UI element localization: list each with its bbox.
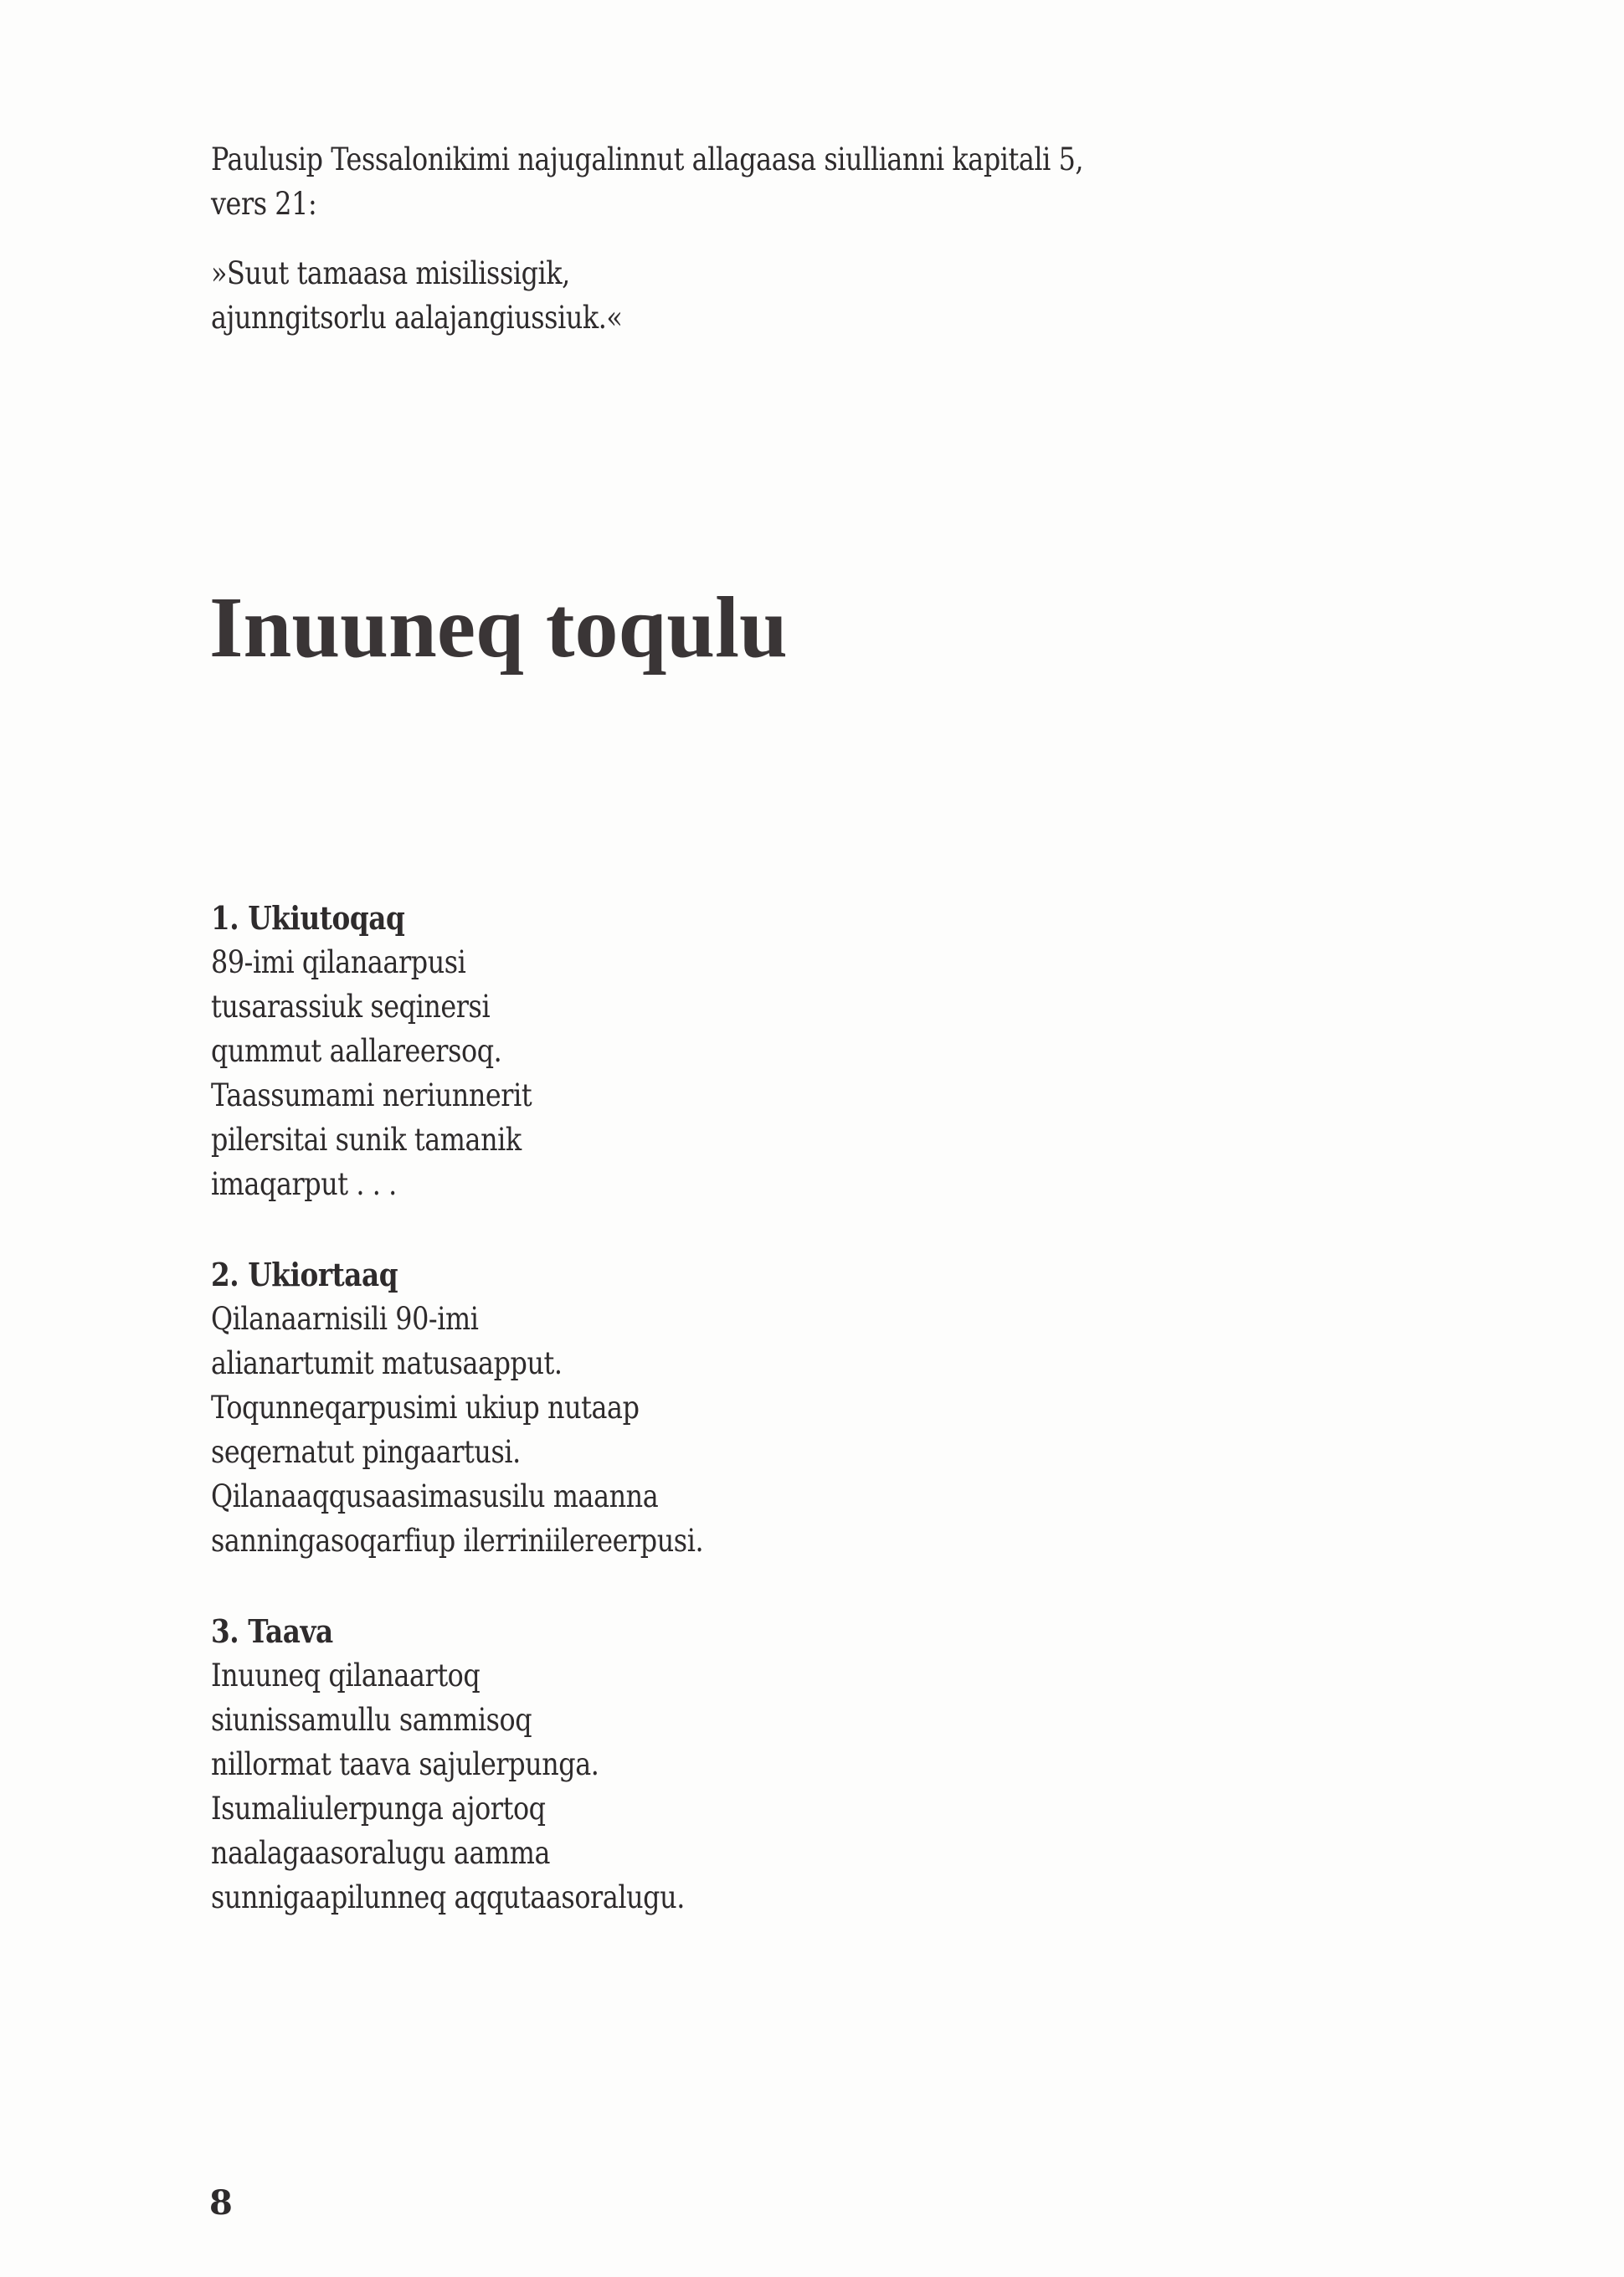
quote-line: ajunngitsorlu aalajangiussiuk.« bbox=[211, 300, 623, 336]
poem-line: 89-imi qilanaarpusi bbox=[211, 944, 466, 980]
page-number: 8 bbox=[209, 2183, 233, 2223]
intro-line: vers 21: bbox=[211, 186, 317, 222]
poem-line: Taassumami neriunnerit bbox=[211, 1077, 532, 1113]
scripture-quote bbox=[211, 251, 622, 340]
page-title: Inuuneq toqulu bbox=[209, 579, 788, 676]
poem-section-3 bbox=[211, 1609, 685, 1920]
poem-line: nillormat taava sajulerpunga. bbox=[211, 1746, 599, 1782]
poem-section-2 bbox=[211, 1252, 703, 1563]
poem-line: tusarassiuk seqinersi bbox=[211, 989, 491, 1025]
poem-line: imaqarput . . . bbox=[211, 1166, 397, 1202]
section-heading: 2. Ukiortaaq bbox=[211, 1256, 398, 1293]
quote-line: »Suut tamaasa misilissigik, bbox=[211, 255, 570, 291]
poem-line: qummut aallareersoq. bbox=[211, 1033, 502, 1069]
poem-line: alianartumit matusaapput. bbox=[211, 1345, 563, 1381]
poem-line: Inuuneq qilanaartoq bbox=[211, 1658, 481, 1694]
section-heading: 1. Ukiutoqaq bbox=[211, 899, 405, 937]
poem-line: siunissamullu sammisoq bbox=[211, 1702, 532, 1738]
poem-line: Qilanaarnisili 90-imi bbox=[211, 1301, 479, 1337]
poem-line: Toqunneqarpusimi ukiup nutaap bbox=[211, 1390, 640, 1426]
poem-line: sanningasoqarfiup ilerriniilereerpusi. bbox=[211, 1523, 704, 1559]
poem-line: naalagaasoralugu aamma bbox=[211, 1835, 551, 1871]
section-heading: 3. Taava bbox=[211, 1612, 333, 1650]
poem-section-1 bbox=[211, 896, 532, 1206]
poem-line: pilersitai sunik tamanik bbox=[211, 1122, 522, 1158]
poem-line: Qilanaaqqusaasimasusilu maanna bbox=[211, 1478, 659, 1514]
intro-line: Paulusip Tessalonikimi najugalinnut allagaasa siullianni kapitali 5, bbox=[211, 141, 1084, 177]
poem-line: Isumaliulerpunga ajortoq bbox=[211, 1791, 546, 1827]
intro-paragraph bbox=[211, 137, 1083, 226]
poem-line: seqernatut pingaartusi. bbox=[211, 1434, 521, 1470]
poem-line: sunnigaapilunneq aqqutaasoralugu. bbox=[211, 1879, 685, 1915]
